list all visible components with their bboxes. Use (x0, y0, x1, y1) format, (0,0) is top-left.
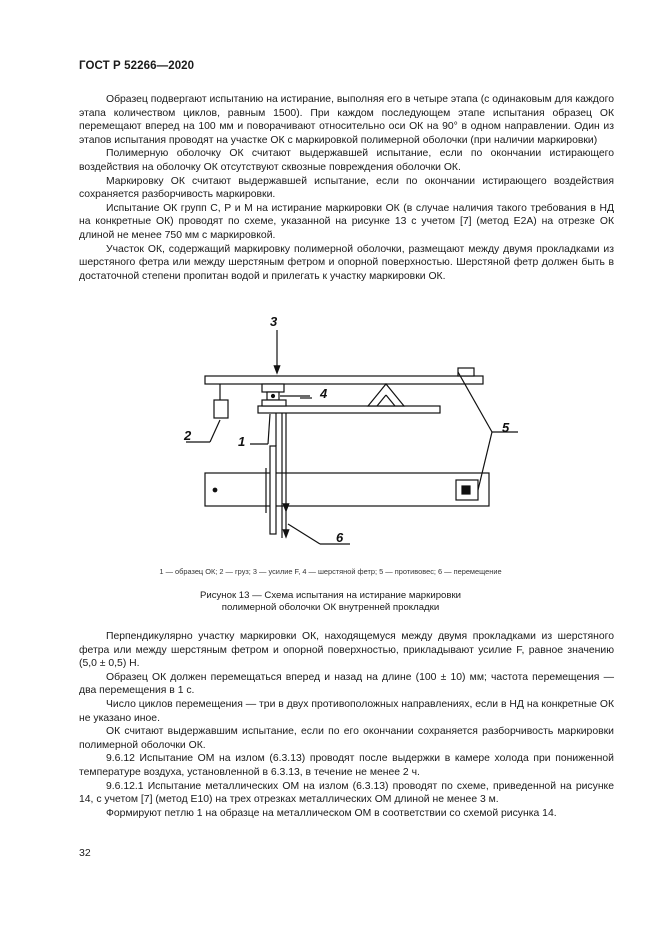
figure-caption (0, 590, 661, 614)
paragraph: Полимерную оболочку ОК считают выдержавшей испытание, если по окончании истирающего воздействия на оболочку ОК отсутствуют сквозные повреждения оболочки ОК. (79, 148, 614, 173)
paragraph: Образец ОК должен перемещаться вперед и назад на длине (100 ± 10) мм; частота перемещения — два перемещения в 1 с. (79, 671, 614, 697)
base-plate (205, 473, 489, 506)
paragraph: Испытание ОК групп С, Р и М на истирание маркировки ОК (в случае наличия такого требования в НД на конкретные ОК) проводят по схеме, указанной на рисунке 13 с учетом [7] (метод Е2А) на отрезке ОК длиной не менее 750 мм с маркировкой. (79, 202, 614, 241)
paragraph: Маркировку ОК считают выдержавшей испытание, если по окончании истирающего воздействия сохраняется разборчивость маркировки. (79, 175, 614, 201)
caption-line: полимерной оболочки ОК внутренней прокладки (221, 602, 440, 613)
paragraph: Участок ОК, содержащий маркировку полимерной оболочки, размещают между двумя прокладками из шерстяного фетра или между шерстяным фетром и опорной поверхностью. Шерстяной фетр должен быть в достаточной степени пропитан водой и прилегать к участку маркировки ОК. (79, 243, 614, 282)
felt-pad-bottom (262, 400, 286, 406)
felt-pad-top (262, 384, 284, 392)
label-1: 1 (238, 434, 246, 449)
paragraph: Формируют петлю 1 на образце на металлическом ОМ в соответствии со схемой рисунка 14. (106, 807, 557, 819)
label-5: 5 (502, 420, 510, 435)
counterweight-top (458, 368, 474, 376)
paragraph: 9.6.12.1 Испытание металлических ОМ на излом (6.3.13) проводят по схеме, приведенной на рисунке 14, с учетом [7] (метод Е10) на трех отрезках металлических ОМ длиной не менее 3 м. (79, 780, 614, 806)
paragraph: ОК считают выдержавшим испытание, если по его окончании сохраняется разборчивость маркировки полимерной оболочки ОК. (79, 726, 614, 751)
label-4: 4 (320, 386, 328, 401)
weight (214, 400, 228, 418)
caption-line: Рисунок 13 — Схема испытания на истирание маркировки (199, 590, 462, 601)
paragraph: 9.6.12 Испытание ОМ на излом (6.3.13) проводят после выдержки в камере холода при пониженной температуре воздуха, установленной в 6.3.13, в течение не менее 2 ч. (79, 753, 614, 778)
upper-beam (205, 376, 483, 384)
label-6: 6 (336, 530, 344, 545)
document-header: ГОСТ Р 52266—2020 (79, 60, 195, 72)
label-2: 2 (184, 428, 192, 443)
middle-bar (258, 406, 440, 413)
paragraph: Число циклов перемещения — три в двух противоположных направлениях, если в НД на конкретные ОК не указано иное. (79, 698, 614, 724)
text-block-bottom (79, 630, 614, 820)
test-scheme-figure (140, 308, 540, 566)
text-block-top (79, 93, 614, 283)
page-number: 32 (79, 847, 91, 859)
figure-legend: 1 — образец ОК; 2 — груз; 3 — усилие F, 4 — шерстяной фетр; 5 — противовес; 6 — перемещение (159, 567, 502, 576)
label-3: 3 (270, 314, 278, 329)
paragraph: Образец подвергают испытанию на истирание, выполняя его в четыре этапа (с одинаковым для каждого этапа количеством циклов, равным 1500). При каждом последующем этапе испытания образец ОК перемещают вперед на 100 мм и поворачивают относительно оси ОК на 90° в одном направлении. Один из этапов испытания проводят на участке ОК с маркировкой полимерной оболочки (при наличии маркировки) (79, 94, 614, 146)
specimen-cable (270, 446, 276, 534)
paragraph: Перпендикулярно участку маркировки ОК, находящемуся между двумя прокладками из шерстяного фетра или между шерстяным фетром и опорной поверхностью, прикладывают усилие F, равное значению (5,0 ± 0,5) Н. (79, 631, 614, 670)
